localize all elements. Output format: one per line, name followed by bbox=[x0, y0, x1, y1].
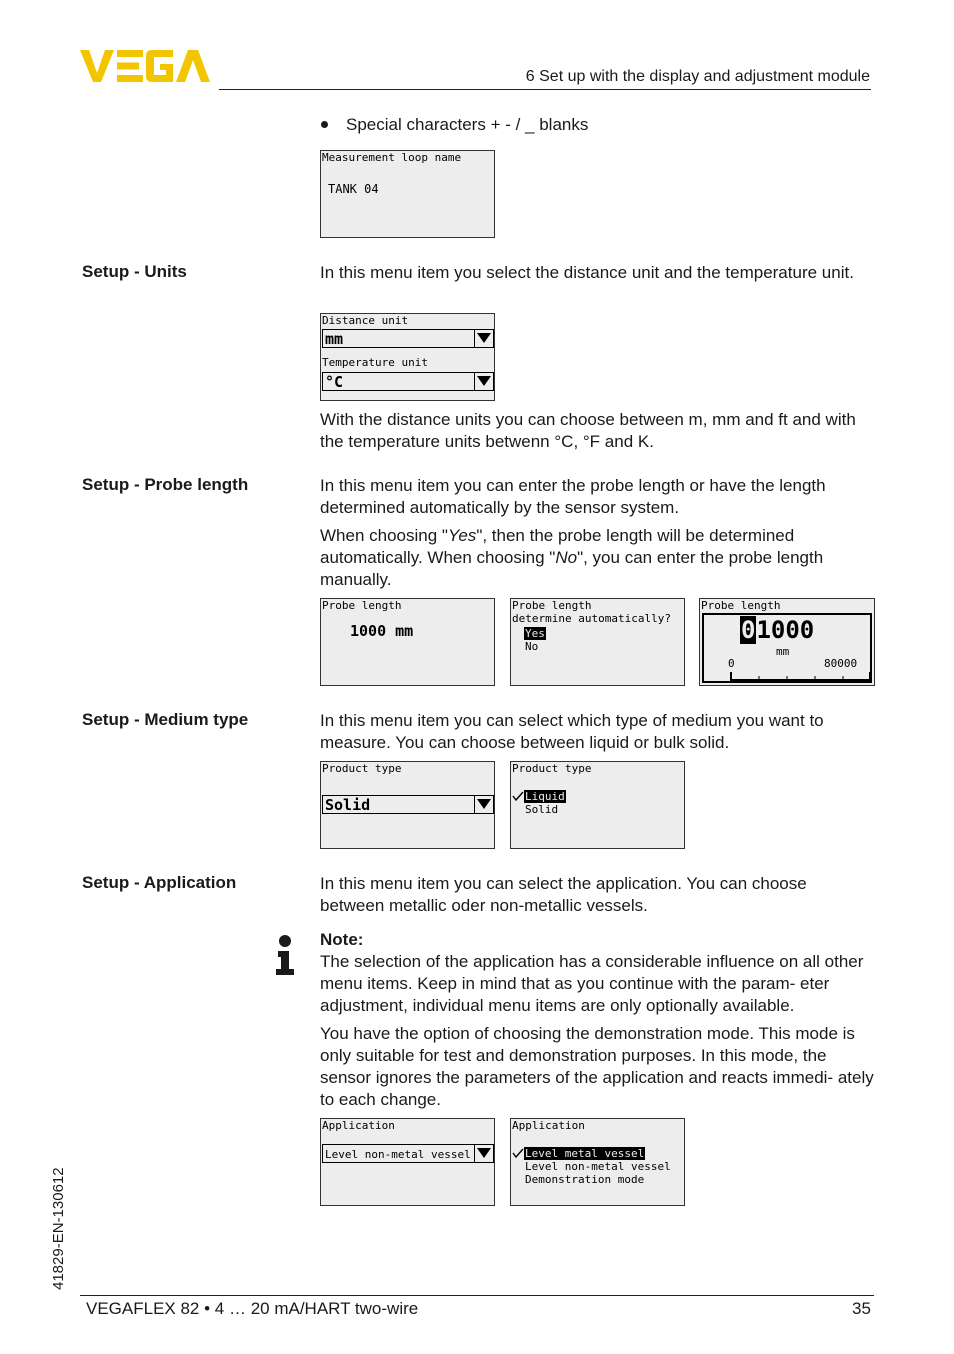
lcd-probe-edit bbox=[699, 598, 875, 686]
chevron-down-icon bbox=[474, 1145, 493, 1162]
lcd-value: TANK 04 bbox=[328, 182, 379, 196]
application-select[interactable] bbox=[322, 1144, 494, 1163]
vega-logo bbox=[80, 48, 212, 84]
bullet-text: Special characters + - / _ blanks bbox=[346, 115, 589, 134]
footer-divider bbox=[80, 1295, 874, 1296]
medium-intro: In this menu item you can select which type of medium you want to measure. You can choose between liquid or bulk solid. bbox=[320, 711, 824, 752]
distance-unit-value: mm bbox=[325, 330, 344, 348]
info-icon bbox=[274, 935, 296, 977]
units-after: With the distance units you can choose between m, mm and ft and with the temperature units betwenn °C, °F and K. bbox=[320, 410, 856, 451]
probe-edit-value[interactable]: 01000 bbox=[741, 616, 815, 644]
lcd-probe-length bbox=[320, 598, 495, 686]
product-type-select[interactable] bbox=[322, 795, 494, 814]
lcd-product-options bbox=[510, 761, 685, 849]
distance-unit-select[interactable] bbox=[322, 329, 494, 348]
probe-p2: When choosing "Yes", then the probe length will be determined automatically. When choosing "No", you can enter the probe length manually. bbox=[320, 526, 824, 589]
page-number: 35 bbox=[852, 1299, 871, 1318]
application-intro: In this menu item you can select the application. You can choose between metallic oder non-metallic vessels. bbox=[320, 874, 807, 915]
section-label-units: Setup - Units bbox=[82, 262, 187, 281]
lcd-units bbox=[320, 313, 495, 401]
lcd-title: Probe length bbox=[322, 599, 402, 612]
lcd-title: Product type bbox=[512, 762, 592, 775]
scale-bar bbox=[730, 671, 872, 681]
lcd-application bbox=[320, 1118, 495, 1206]
scale-min: 0 bbox=[728, 657, 735, 670]
units-intro: In this menu item you select the distance unit and the temperature unit. bbox=[320, 263, 854, 282]
check-icon bbox=[512, 791, 524, 801]
chevron-down-icon bbox=[474, 330, 493, 347]
header-section-title: 6 Set up with the display and adjustment module bbox=[525, 68, 870, 85]
check-icon bbox=[512, 1148, 524, 1158]
scale-max: 80000 bbox=[824, 657, 858, 670]
lcd-loop-name bbox=[320, 150, 495, 238]
footer-product: VEGAFLEX 82 • 4 … 20 mA/HART two-wire bbox=[86, 1299, 419, 1318]
chevron-down-icon bbox=[474, 373, 493, 390]
edit-frame bbox=[702, 613, 872, 683]
option-no[interactable]: No bbox=[525, 640, 539, 653]
lcd-distance-title: Distance unit bbox=[322, 314, 409, 327]
lcd-temperature-title: Temperature unit bbox=[322, 356, 428, 369]
lcd-title: Measurement loop name bbox=[322, 151, 462, 164]
section-label-probe: Setup - Probe length bbox=[82, 475, 249, 494]
option-liquid[interactable]: Liquid bbox=[525, 790, 565, 803]
temperature-unit-value: °C bbox=[325, 373, 344, 391]
option-level-metal[interactable]: Level metal vessel bbox=[525, 1147, 645, 1160]
bullet-dot bbox=[321, 121, 328, 128]
document-number: 41829-EN-130612 bbox=[50, 1167, 67, 1290]
lcd-product-type bbox=[320, 761, 495, 849]
temperature-unit-select[interactable] bbox=[322, 372, 494, 391]
probe-p1: In this menu item you can enter the probe length or have the length determined automatically by the sensor system. bbox=[320, 476, 826, 517]
edit-unit: mm bbox=[776, 645, 790, 658]
section-label-medium: Setup - Medium type bbox=[82, 710, 249, 729]
option-level-non-metal[interactable]: Level non-metal vessel bbox=[525, 1160, 671, 1173]
chevron-down-icon bbox=[474, 796, 493, 813]
lcd-question: determine automatically? bbox=[512, 612, 671, 625]
section-label-application: Setup - Application bbox=[82, 873, 237, 892]
lcd-title: Probe length bbox=[512, 599, 592, 612]
lcd-title: Probe length bbox=[701, 599, 781, 612]
lcd-title: Application bbox=[512, 1119, 585, 1132]
note-title: Note: bbox=[320, 930, 364, 949]
header-divider bbox=[219, 89, 871, 90]
option-demonstration[interactable]: Demonstration mode bbox=[525, 1173, 645, 1186]
lcd-probe-value: 1000 mm bbox=[350, 622, 414, 640]
product-type-value: Solid bbox=[325, 796, 371, 814]
option-yes[interactable]: Yes bbox=[525, 627, 545, 640]
lcd-probe-auto bbox=[510, 598, 685, 686]
application-value: Level non-metal vessel bbox=[325, 1148, 471, 1161]
demo-text: You have the option of choosing the demonstration mode. This mode is only suitable for test and demonstration purposes. In this mode, the sensor ignores the parameters of the application and reacts immedi- ately to each change. bbox=[320, 1024, 874, 1109]
note-text: The selection of the application has a considerable influence on all other menu items. Keep in mind that as you continue with the param- eter adjustment, individual menu items are only optionally available. bbox=[320, 952, 864, 1015]
lcd-title: Application bbox=[322, 1119, 395, 1132]
lcd-application-options bbox=[510, 1118, 685, 1206]
lcd-title: Product type bbox=[322, 762, 402, 775]
option-solid[interactable]: Solid bbox=[525, 803, 559, 816]
